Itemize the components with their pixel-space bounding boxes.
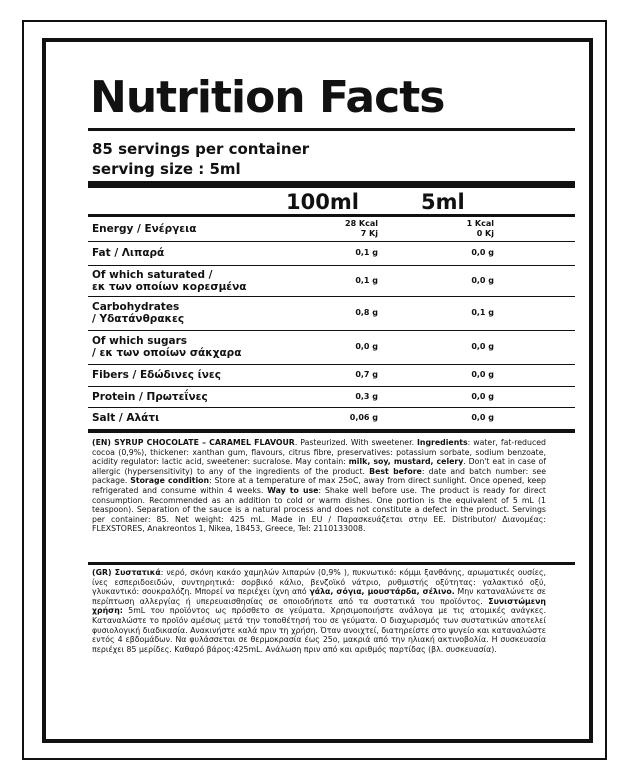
bold-text-run: Storage condition <box>130 476 210 486</box>
value-100ml <box>316 370 378 380</box>
value-100ml <box>316 392 378 402</box>
nutrient-name <box>92 269 247 293</box>
value-5ml <box>434 370 494 380</box>
nutrient-name-line: εκ των οποίων κορεσμένα <box>92 281 247 293</box>
nutrient-name-line: Of which sugars <box>92 335 188 347</box>
serving-size: serving size : 5ml <box>92 160 241 178</box>
value-5ml <box>434 342 494 352</box>
value-100ml-line: 0,7 g <box>355 370 378 379</box>
nutrient-name <box>92 223 196 235</box>
bold-text-run: γάλα, σόγια, μουστάρδα, σέλινο. <box>309 587 455 597</box>
value-5ml-line: 0,1 g <box>471 308 494 317</box>
nutrient-name <box>92 391 208 403</box>
nutrient-name-line: Carbohydrates <box>92 301 180 313</box>
text-run: : Shake well before use. The product is ready for direct consumption. Recommended as an addition to cold or warm dishes. One portion is the equivalent of 5 mL (1 teaspoon). Separation of the sauce is a natural process and does not constitute a defect in the product. Servings per container: 85. Net weight: 425 mL. Made in EU / Παρασκευάζεται στην ΕΕ. Distributor/ Διανομέας: FLEXSTORES, Anakreontos 1, Nikea, 18453, Greece, Tel: 2110133008. <box>92 485 546 534</box>
table-row <box>88 265 575 297</box>
value-5ml <box>434 219 494 239</box>
text-run: . Pasteurized. With sweetener. <box>294 438 417 447</box>
value-100ml-line: 0,1 g <box>355 276 378 285</box>
table-row <box>88 296 575 331</box>
table-row <box>88 217 575 242</box>
value-100ml-line: 0,06 g <box>349 413 378 422</box>
nutrient-name-line: / εκ των οποίων σάκχαρα <box>92 347 242 359</box>
bold-text-run: Ingredients <box>417 438 468 447</box>
table-row <box>88 364 575 387</box>
value-100ml-line: 0,1 g <box>355 248 378 257</box>
value-5ml-line: 0,0 g <box>471 392 494 401</box>
divider-rule <box>88 562 575 565</box>
table-bottom-rule <box>88 429 575 433</box>
english-description <box>92 438 546 534</box>
value-5ml <box>434 392 494 402</box>
servings-per-container: 85 servings per container <box>92 140 310 158</box>
bold-text-run: Way to use <box>267 485 319 495</box>
nutrient-name-line: Fibers / Εδώδινες ίνες <box>92 369 221 381</box>
column-header-5ml: 5ml <box>421 190 465 214</box>
value-5ml-line: 0 Kj <box>476 229 494 238</box>
value-5ml <box>434 308 494 318</box>
greek-description <box>92 568 546 654</box>
nutrient-name-line: Fat / Λιπαρά <box>92 247 165 259</box>
thick-rule <box>88 181 575 188</box>
text-run: : νερό, σκόνη κακάο χαμηλών λιπαρών (0,9% ), πυκνωτικό: κόμμι ξανθάνης, αρωματικές ουσίες, ίνες εσπεριδοειδών, συντηρητικά: σορβικό κάλιο, βενζοϊκό νάτριο, ρυθμιστής οξύτητας: γαλακτικό οξύ, γλυκαντικό: σουκραλόζη. Μπορεί να περιέχει ίχνη από <box>92 568 546 597</box>
value-100ml-line: 0,0 g <box>355 342 378 351</box>
text-run: Μην καταναλώνετε σε περίπτωση αλλεργίας ή υπερευαισθησίας σε οποιοδήποτε από τα συστατικά του προϊόντος. <box>92 587 546 606</box>
value-5ml-line: 0,0 g <box>471 342 494 351</box>
nutrient-name <box>92 247 164 259</box>
value-5ml-line: 0,0 g <box>471 248 494 257</box>
bold-text-run: (EN) SYRUP CHOCOLATE – CARAMEL FLAVOUR <box>92 438 295 447</box>
value-5ml <box>434 248 494 258</box>
bold-text-run: Best before <box>369 466 422 476</box>
value-100ml <box>316 342 378 352</box>
nutrient-name <box>92 301 184 325</box>
text-run: : date and batch number: see package. <box>92 466 546 486</box>
value-5ml-line: 0,0 g <box>471 370 494 379</box>
value-100ml <box>316 276 378 286</box>
column-header-100ml: 100ml <box>286 190 359 214</box>
text-run: . Don't eat in case of allergic (hypersensitivity) to any of the ingredients of the product. <box>92 457 547 476</box>
text-run: : water, fat-reduced cocoa (0,9%), thickener: xanthan gum, flavours, citrus fibre, preservatives: potassium sorbate, sodium benzoate, acidity regulator: lactic acid, sweetener: sucralose. May contain: <box>92 438 546 467</box>
value-5ml <box>434 276 494 286</box>
nutrient-name <box>92 369 221 381</box>
nutrient-name <box>92 412 159 424</box>
value-5ml-line: 0,0 g <box>471 276 494 285</box>
value-100ml <box>316 248 378 258</box>
value-100ml-line: 28 Kcal <box>345 219 378 228</box>
value-100ml-line: 0,8 g <box>355 308 378 317</box>
text-run: 5mL του προϊόντος ως πρόσθετο σε γεύματα. Χρησιμοποιήστε ανάλογα με τις ατομικές ανάγκες. Καταναλώστε το προϊόν αμέσως μετά την τοποθέτησή του σε γεύματα. Ο διαχωρισμός των συστατικών αποτελεί φυσιολογική διαδικασία. Ανακινήστε καλά πριν τη χρήση. Όταν ανοιχτεί, διατηρείστε στο ψυγείο και καταναλώστε εντός 4 εβδομάδων. Να φυλάσσεται σε θερμοκρασία έως 25ο, μακριά από την ηλιακή ακτινοβολία. Η συσκευασία περιέχει 85 μερίδες. Καθαρό βάρος:425mL. Ανάλωση πριν από και αριθμός παρτίδας (βλ. συσκευασία). <box>92 606 546 654</box>
table-row <box>88 241 575 266</box>
label-title: Nutrition Facts <box>90 72 445 123</box>
value-5ml-line: 0,0 g <box>471 413 494 422</box>
value-5ml-line: 1 Kcal <box>466 219 494 228</box>
value-5ml <box>434 413 494 423</box>
value-100ml <box>316 308 378 318</box>
table-row <box>88 407 575 429</box>
value-100ml-line: 7 Kj <box>360 229 378 238</box>
nutrient-name-line: Of which saturated / <box>92 269 213 281</box>
nutrient-name-line: / Υδατάνθρακες <box>92 313 185 325</box>
value-100ml-line: 0,3 g <box>355 392 378 401</box>
table-row <box>88 386 575 408</box>
bold-text-run: milk, soy, mustard, celery <box>348 457 464 467</box>
value-100ml <box>316 413 378 423</box>
title-rule <box>88 128 575 131</box>
nutrient-name-line: Salt / Αλάτι <box>92 412 160 424</box>
value-100ml <box>316 219 378 239</box>
bold-text-run: Συνιστώμενη χρήση: <box>92 596 546 616</box>
nutrient-name-line: Energy / Ενέργεια <box>92 223 197 235</box>
nutrient-name-line: Protein / Πρωτεΐνες <box>92 391 208 403</box>
table-row <box>88 330 575 365</box>
bold-text-run: (GR) Συστατικά <box>92 568 161 577</box>
text-run: : Store at a temperature of max 25oC, away from direct sunlight. Once opened, keep refrigerated and consume within 4 weeks. <box>92 476 547 495</box>
nutrient-name <box>92 335 241 359</box>
